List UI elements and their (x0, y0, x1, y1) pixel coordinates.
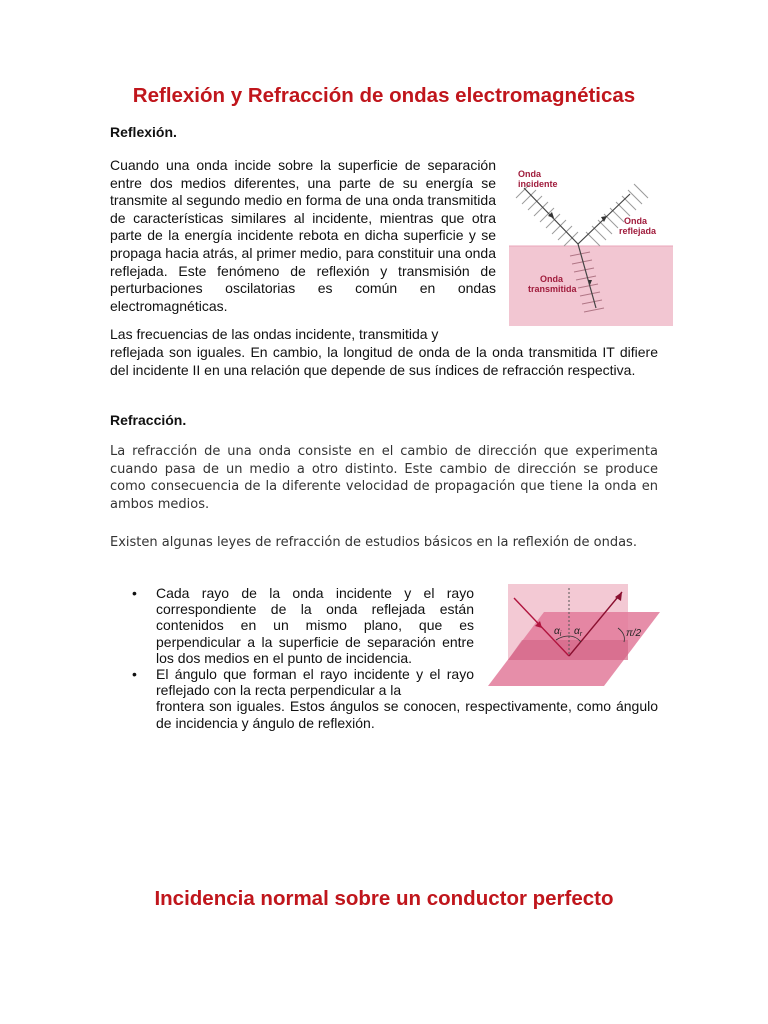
reflexion-heading: Reflexión. (110, 124, 177, 140)
label-incidente-2: incidente (518, 179, 558, 189)
pi-half-label: π/2 (626, 628, 642, 639)
label-transmitida-2: transmitida (528, 284, 577, 294)
label-transmitida-1: Onda (540, 274, 564, 284)
reflected-wavefronts (586, 184, 648, 246)
leyes-paragraph: Existen algunas leyes de refracción de estudios básicos en la reflexión de ondas. (110, 535, 637, 550)
frequency-paragraph: reflejada son iguales. En cambio, la longitud de onda de la onda transmitida IT difiere del incidente II en una relación que depende de sus índices de refracción respectiva. (110, 344, 658, 378)
incident-wavefronts (516, 184, 578, 246)
refraccion-paragraph: La refracción de una onda consiste en el cambio de dirección que experimenta cuando pasa de un medio a otro distinto. Este cambio de dirección se produce como consecuencia de la diferente velocidad de propagación que tiene la onda en ambos medios. (110, 444, 658, 512)
label-incidente-1: Onda (518, 169, 542, 179)
incidence-plane-figure (486, 582, 662, 694)
law-1-text: • Cada rayo de la onda incidente y el rayo correspondiente de la onda reflejada están contenidos en un mismo plano, que es perpendicular a la superficie de separación entre los dos medios en el punto de incidencia. (156, 585, 474, 666)
law-2-text-start: • El ángulo que forman el rayo incidente y el rayo reflejado con la recta perpendicular a la (156, 666, 474, 699)
plane-overlap (508, 640, 628, 660)
alpha-r-label: $\alpha_r$ (574, 626, 583, 638)
label-reflejada-1: Onda (624, 216, 648, 226)
frequency-paragraph-line1: Las frecuencias de las ondas incidente, transmitida y (110, 326, 439, 342)
law-2-text-end: frontera son iguales. Estos ángulos se conocen, respectivamente, como ángulo de incidencia y ángulo de reflexión. (156, 698, 658, 731)
label-reflejada-2: reflejada (619, 226, 657, 236)
reflection-figure (506, 160, 674, 328)
reflexion-paragraph: Cuando una onda incide sobre la superficie de separación entre dos medios diferentes, una parte de su energía se transmite al segundo medio en forma de una onda transmitida de características similares al incidente, mientras que otra parte de la energía incidente rebota en dicha superficie y se propaga hacia atrás, al primer medio, para constituir una onda reflejada. Este fenómeno de reflexión y transmisión de perturbaciones oscilatorias es común en ondas electromagnéticas. (110, 157, 496, 314)
refraccion-heading: Refracción. (110, 412, 187, 428)
page-title: Reflexión y Refracción de ondas electromagnéticas (132, 84, 636, 107)
section-title: Incidencia normal sobre un conductor perfecto (154, 887, 614, 910)
alpha-i-label: $\alpha_i$ (554, 626, 562, 638)
